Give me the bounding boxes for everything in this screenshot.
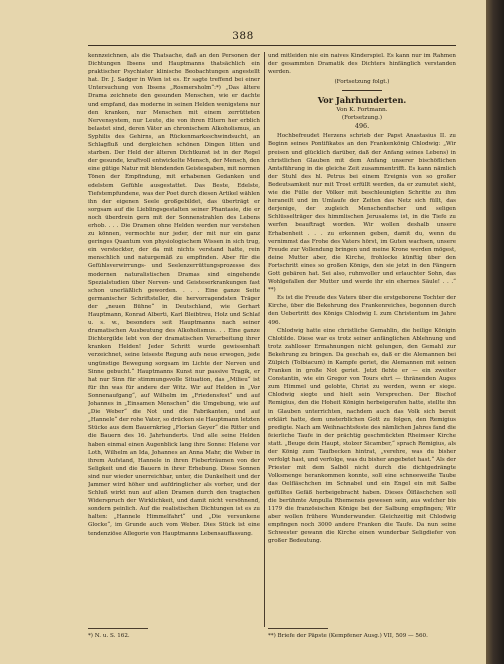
article-paragraph: Chlodwig hatte eine christliche Gemahlin, die heilige Königin Chlotilde. Diese war es trotz seiner anfänglichen Ablehnung und trotz zahlloser Ermahnungen nicht gelungen, den Gemahl zur Bekehrung zu bringen. Da geschah es, daß er die Alemannen bei Zülpich (Tolbiacum) in Kampfe geriet, die Alemannen mit seinen Franken in große Not geriet. Jetzt flehte er — ein zweiter Constantin, wie ein Gregor von Tours ehrt — thränenden Auges zum Himmel und gelobte, Christ zu werden, wenn er siege. Chlodwig siegte und hielt sein Versprechen. Der Bischof Remigius, den die Hoheit Königin herbeigerufen hatte, stellte ihn in Glauben unterrichten, nachdem auch das Volk sich bereit erklärt hatte, dem unsterblichen Gott zu folgen, den Remigius predigte. Nach am Weihnachtsfeste des nämlichen Jahres fand die feierliche Taufe in der prächtig geschmückten Rheimser Kirche statt. „Beuge dein Haupt, stolzer Sicamber,“ sprach Remigius, als der König zum Taufbecken hintrat, „verehre, was du bisher verfolgt hast, und verfolge, was du bisher angebetet hast.“ Als der Priester mit dem Salböl nicht durch die dichtgedrängte Volksmenge herankommen konnte, soll eine schneeweiße Taube das Oelfläschchen im Schnabel und ein Engel ein mit Salbe gefülltes Gefäß herbeigebracht haben. Dieses Ölfläschchen soll die berühmte Ampulla Rhemensis gewesen sein, aus welcher bis 1179 die französischen Könige bei der Salbung empfingen; Wir aber wollen frühere Wunderwunder. Gleichzeitig mit Chlodwig empfingen noch 3000 andere Franken die Taufe. Da nun seine Schwester gewann die Kirche einen wunderbar Seligdiefer von großer Bedeutung.	[268, 327, 456, 545]
footnote-rule-right	[268, 628, 328, 629]
footnote-right: **) Briefe der Päpste (Kempfener Ausg.) VII, 509 — 560.	[268, 633, 428, 639]
article-rule	[342, 90, 382, 91]
header-rule	[88, 45, 456, 46]
page-number: 388	[232, 30, 254, 42]
right-column	[268, 52, 456, 637]
article-paragraph: Hochbefreudet Herzens schrieb der Papst Anastasius II. zu Beginn seines Pontifikates an den Frankenkönig Chlodwig: „Wir preisen und glücklich darüber, daß der Anfang seines Lebens) in christlichen Glauben mit dem Anfang unserer bischöflichen Amtsführung in die gleiche Zeit zusammentrifft. Es kann nämlich der Stuhl des hl. Petrus bei einem Ereignis von so großer Bedeutsamkeit nur mit Trost erfüllt werden, da er zumutet sieht, wie die Fülle der Völker mit beschleunigten Schritte zu ihm heraneilt und im Umlaufe der Zeiten das Netz sich füllt, das derjenige, der zugleich Menschenfischer und seligen Schlüsselträger des himmlischen Jerusalems ist, in die Tiefe zu werfen beauftragt worden. Wir wollen deshalb unsere Erhabenheit . . . zu erkennen geben, damit du, wenn du vernimmst das Frohe des Vaters hörst, im Guten wachsen, unsere Freude zur Vollendung bringen und meine Krone werden mögest, deine Mutter aber, die Kirche, frohlocke künftig über den Fortschritt eines so großen Königs, den sie jetzt in den Fängern Gott gebären hat. Sei also, ruhmvoller und erlauchter Sohn, das Wohlgefallen der Mutter und werde ihr ein ehernes Säule! . . .“ **)	[268, 133, 456, 294]
footnote-left: *) N. u. S. 162.	[88, 633, 130, 639]
column-divider	[264, 52, 265, 627]
right-intro-paragraph: und mitleiden nie ein naives Kinderspiel. Es kann nur im Rahmen der gesammten Dramatik des Dichters hinfänglich verstanden werden.	[268, 53, 456, 76]
page-edge-shadow	[486, 0, 504, 664]
article-author: Von K. Fortmann.	[336, 107, 388, 114]
article-paragraph: Es ist die Freude des Vaters über die erstgeborene Tochter der Kirche, über die Bekehrung des Frankenreiches, begonnen durch den Uebertritt des Königs Chlodwig I. zum Christentum im Jahre 496.	[268, 295, 456, 326]
continuation-note: (Fortsetzung folgt.)	[334, 79, 390, 86]
left-paragraph: kennzeichnen, als die Thatsache, daß an den Personen der Dichtungen Ibsens und Hauptmanns thatsächlich ein praktischer Psychiater klinische Beobachtungen angestellt hat. Dr. J. Sadger in Wien ist es. Er sagte treffend bei einer Untersuchung von Ibsens „Rosmersholm“:*) „Das ältere Drama zeichnete den gesunden Menschen, wie er dachte und empfand, das moderne in seinen Helden wenigstens nur den kranken, nur Menschen mit einem zerrütteten Nervensystem, nur Leute, die von ihren Eltern her erblich belastet sind, deren Väter an chronischem Alkoholismus, an Syphilis des Gehirns, an Rückenmarksschwindsucht, an Schlagfluß und dergleichen schönen Dingen litten und starben. Der Held der älteren Dichtkunst ist in der Regel der gesunde, kraftvoll entwickelte Mensch, der Mensch, den eine gütige Natur mit blendenden Geistesgaben, mit normen Tönen der Empfindung, mit erhabenen Gedanken und edelstem Gefühle ausgestattet. Das Beste, Edelste, Tiefstempfundene, was der Poet durch diesen Artikel wählen ihn der eigenen Seele großgebildet, das überträgt er sorgsam auf die Lieblingsgestalten seiner Phantasie, die er noch überdrein gern mit der Sonnenstrahlen des Lebens erhob. . . . Die Dramen ohne Helden werden nur verstehen zu können, vermochte nur jeder, der mit nur ein ganz geringes Quantum von physiologischem Wissen in sich trug, ein versteckter, der da mit nichts verstand hatte, rein menschlich und naturgemäß zu empfinden. Aber für die Gefühlsverwirrungs- und Seelenzerrüttungsprozesse des modernen naturalistischen Dramas sind eingehende Spezialstudien über Nerven- und Geisteserkrankungen fast schon unerläßlich geworden. . . . Eine ganze Seite germanischer Schriftsteller, die hervorragendsten Träger der „neuen Bühne“ in Deutschland, wie Gerhart Hauptmann, Konrad Alberti, Karl Bleibtreu, Holz und Schlaf u. s. w., besonders seit Hauptmanns nach seiner dramatischen Ausbeutung des Alkoholismus. . . Eine ganze Dichtergilde lebt von der dramatischen Verarbeitung ihrer kranken Helden! Jeder Schritt wurde gewissenhaft verzeichnet, seine leiseste Regung aufs neue erwogen, jede ungünstige Bewegung sorgsam im Lichte der Nerven und Sinne gebucht.“ Hauptmanns Kunst nur passive Tragik, er hat nur Sinn für stimmungsvolle Situation, das „Milieu“ ist für ihn was für andere der Witz. Wir auf Helden in „Vor Sonnenaufgang“, auf Wilhelm im „Friedensfest“ und auf Johannes in „Einsamen Menschen“ die Umgebung, wie auf „Die Weber“ die Not und die Fabrikanten, und auf „Hannele“ der rohe Vater, so drücken sie Hauptmann letzten Stücke aus dem Bauernkrieg „Florian Geyer“ die Ritter und die Bauern des 16. Jahrhunderts. Und alle seine Helden haben einmal einen Augenblick lang ihre Sonne: Helene vor Loth, Wilhelm an Ida, Johannes an Anna Mahr, die Weber in ihrem Aufstand, Hannele in ihren Fieberträumen von der Seligkeit und die Bauern in ihrer Erhebung. Diese Sonnen sind nur wieder unerreichbar, unter, die Dunkelheit und der Jammer wird höher und aufdringlicher als vorher, und der Schluß wirkt nun auf allen Dramen durch den tragischen Widerspruch der Wirklichkeit, und damit nicht versöhnend, sondern peinlich. Auf die realistischen Dichtungen ist es zu halten: „Hannele Himmelfahrt“ und „Die versunkene Glocke“, im Grunde auch vom Weber. Dies Stück ist eine tendenziöse Allegorie von Hauptmanns Lebensauffassung.	[88, 53, 260, 537]
footnote-rule-left	[88, 628, 148, 629]
article-title: Vor Jahrhunderten.	[317, 95, 407, 106]
left-column	[88, 52, 260, 637]
article-continuation-label: (Fortsetzung.)	[341, 115, 383, 122]
section-year: 496.	[354, 122, 370, 131]
